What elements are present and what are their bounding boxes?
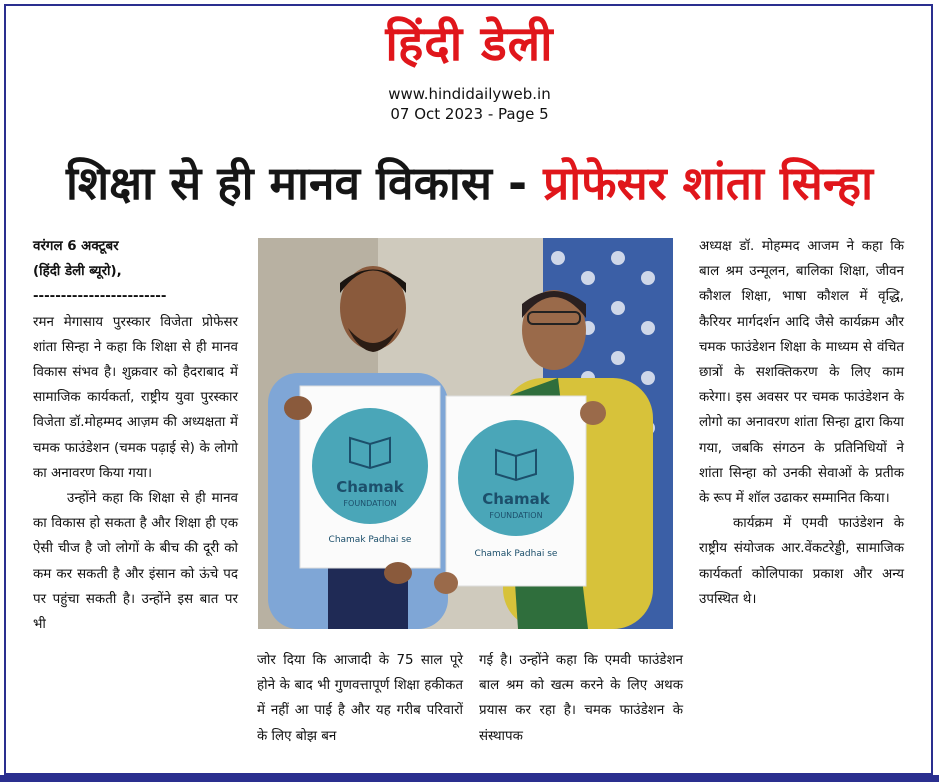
article-paragraph: उन्होंने कहा कि शिक्षा से ही मानव का विकास हो सकता है और शिक्षा ही एक ऐसी चीज है जो लोगों के बीच की दूरी को कम कर सकती है और इंसान को ऊंचे पद पर पहुंचा सकती है। उन्होंने इस बात पर भी — [33, 491, 238, 633]
article-place-date: वरंगल 6 अक्टूबर — [33, 239, 119, 254]
article-paragraph: जोर दिया कि आजादी के 75 साल पूरे होने के बाद भी गुणवत्तापूर्ण शिक्षा हकीकत में नहीं आ पाई है और यह गरीब परिवारों के लिए बोझ बन — [257, 653, 463, 744]
event-photo — [258, 238, 673, 629]
article-paragraph: कार्यक्रम में एमवी फाउंडेशन के राष्ट्रीय संयोजक आर.वेंकटरेड्डी, सामाजिक कार्यकर्ता कोलिपाका प्रकाश और अन्य उपस्थित थे। — [699, 516, 904, 607]
headline — [0, 138, 939, 228]
poster-brand: Chamak — [336, 478, 404, 496]
website-url[interactable]: www.hindidailyweb.in — [388, 85, 551, 103]
poster-subtitle: FOUNDATION — [343, 499, 397, 508]
headline-part1: शिक्षा से ही मानव विकास — [65, 156, 492, 210]
poster-brand: Chamak — [482, 490, 550, 508]
article-paragraph: रमन मेगासाय पुरस्कार विजेता प्रोफेसर शांता सिन्हा ने कहा कि शिक्षा से ही मानव विकास संभव है। शुक्रवार को हैदराबाद में सामाजिक कार्यकर्ता, राष्ट्रीय युवा पुरस्कार विजेता डॉ.मोहम्मद आज़म की अध्यक्षता में चमक फाउंडेशन (चमक पढ़ाई से) के लोगो का अनावरण किया गया। — [33, 314, 238, 481]
article-column-1 — [33, 234, 238, 637]
article-column-2 — [257, 648, 463, 749]
headline-part2: प्रोफेसर शांता सिन्हा — [543, 156, 873, 210]
article-column-3 — [479, 648, 683, 749]
article-column-4 — [699, 234, 904, 612]
article-paragraph: अध्यक्ष डॉ. मोहम्मद आजम ने कहा कि बाल श्रम उन्मूलन, बालिका शिक्षा, जीवन कौशल शिक्षा, भाषा कौशल में वृद्धि, कैरियर मार्गदर्शन आदि जैसे कार्यक्रम और चमक फाउंडेशन शिक्षा के माध्यम से वंचित छात्रों के सशक्तिकरण के लिए काम करेगा। इस अवसर पर चमक फाउंडेशन के लोगो का अनावरण शांता सिन्हा द्वारा किया गया, जबकि संगठन के प्रतिनिधियों ने शांता सिन्हा को उनकी सेवाओं के प्रतीक के रूप में शॉल उढाकर सम्मानित किया। — [699, 239, 904, 507]
poster-tagline: Chamak Padhai se — [328, 535, 412, 545]
event-photo-illustration — [258, 238, 673, 629]
bottom-bar — [0, 775, 939, 782]
headline-separator: - — [507, 156, 528, 210]
poster-subtitle: FOUNDATION — [489, 511, 543, 520]
poster-tagline: Chamak Padhai se — [474, 549, 558, 559]
article-paragraph: गई है। उन्होंने कहा कि एमवी फाउंडेशन बाल श्रम को खत्म करने के लिए अथक प्रयास कर रहा है। चमक फाउंडेशन के संस्थापक — [479, 653, 683, 744]
masthead-logo: हिंदी डेली — [385, 16, 554, 72]
article-divider: ------------------------ — [33, 289, 167, 305]
edition-dateline: 07 Oct 2023 - Page 5 — [390, 105, 549, 123]
article-bureau: (हिंदी डेली ब्यूरो), — [33, 264, 122, 280]
